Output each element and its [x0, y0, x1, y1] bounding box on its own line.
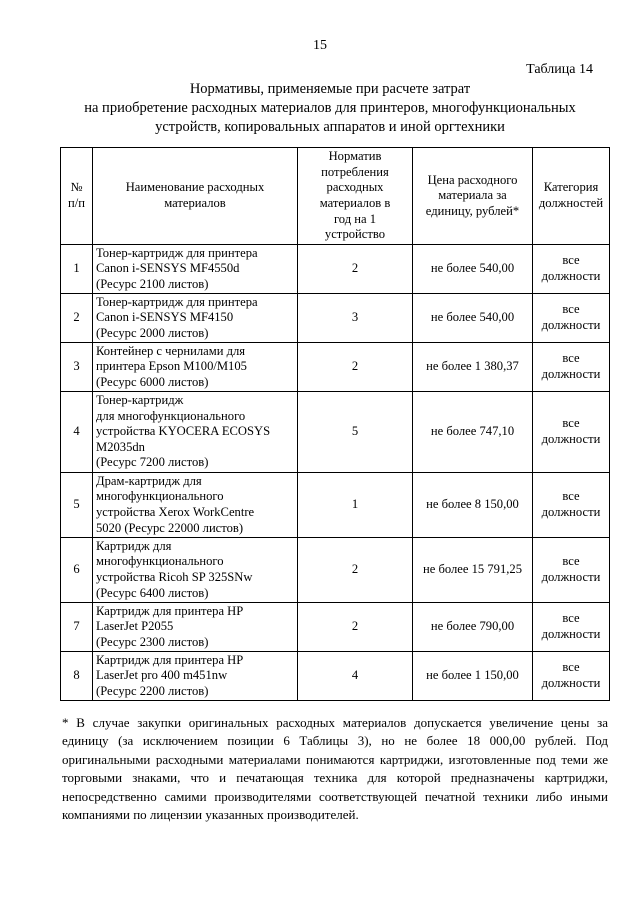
- name-line: Тонер-картридж: [96, 393, 184, 408]
- name-line: (Ресурс 6000 листов): [96, 374, 209, 389]
- title-line: на приобретение расходных материалов для принтеров, многофункциональных: [84, 100, 576, 116]
- name-line: многофункционального: [96, 554, 224, 569]
- name-line: Canon i-SENSYS MF4550d: [96, 261, 240, 276]
- name-line: устройства KYOCERA ECOSYS: [96, 424, 271, 439]
- category-line: должности: [541, 432, 601, 446]
- unit-price: не более 1 150,00: [413, 652, 533, 701]
- header-line: п/п: [68, 196, 85, 210]
- name-line: для многофункционального: [96, 408, 246, 423]
- header-line: Норматив: [328, 149, 382, 164]
- footnote: * В случае закупки оригинальных расходных материалов допускается увеличение цены за единицу (за исключением позиции 6 Таблицы 3), но не более 18 000,00 рублей. Под оригинальными расходными материалами понимаются картриджи, изготовленные под теми же торговыми знаками, что и печатающая техника для которой предназначены картриджи, непосредственно самими производителями соответствующей печатной техники либо иными компаниями по лицензии указанных производителей.: [62, 715, 608, 823]
- unit-price: не более 540,00: [413, 294, 533, 343]
- name-line: Тонер-картридж для принтера: [96, 245, 258, 260]
- unit-price: не более 747,10: [413, 392, 533, 473]
- category-line: все: [562, 253, 580, 268]
- category-line: должности: [541, 318, 601, 332]
- table-row: [61, 294, 610, 343]
- annual-norm: 4: [298, 652, 413, 701]
- category-line: все: [562, 351, 580, 366]
- name-line: (Ресурс 7200 листов): [96, 455, 209, 470]
- table-row: [61, 245, 610, 294]
- position-category: [533, 294, 610, 343]
- annual-norm: 2: [298, 538, 413, 603]
- header-name: [93, 148, 298, 245]
- row-number: 8: [61, 652, 93, 701]
- category-line: должности: [541, 676, 601, 690]
- name-line: Тонер-картридж для принтера: [96, 294, 258, 309]
- table-row: [61, 603, 610, 652]
- name-line: M2035dn: [96, 439, 145, 454]
- table-row: [61, 343, 610, 392]
- position-category: [533, 473, 610, 538]
- category-line: все: [562, 416, 580, 431]
- annual-norm: 2: [298, 343, 413, 392]
- name-line: Картридж для: [96, 538, 172, 553]
- name-line: устройства Ricoh SP 325SNw: [96, 570, 253, 584]
- material-name: [93, 343, 298, 392]
- name-line: 5020 (Ресурс 22000 листов): [96, 520, 244, 535]
- page-number: 15: [313, 38, 327, 53]
- header-line: Цена расходного: [427, 172, 518, 187]
- row-number: 6: [61, 538, 93, 603]
- position-category: [533, 652, 610, 701]
- header-num: [61, 148, 93, 245]
- name-line: Картридж для принтера HP: [96, 603, 244, 618]
- header-line: Категория: [543, 180, 599, 195]
- row-number: 7: [61, 603, 93, 652]
- header-line: материалов: [164, 196, 226, 210]
- table-row: [61, 538, 610, 603]
- material-name: [93, 538, 298, 603]
- header-line: должностей: [538, 196, 604, 210]
- norms-table: [60, 147, 610, 701]
- name-line: (Ресурс 6400 листов): [96, 585, 209, 600]
- category-line: все: [562, 611, 580, 626]
- position-category: [533, 538, 610, 603]
- header-category: [533, 148, 610, 245]
- name-line: (Ресурс 2100 листов): [96, 276, 209, 291]
- name-line: LaserJet pro 400 m451nw: [96, 668, 228, 683]
- material-name: [93, 392, 298, 473]
- header-line: единицу, рублей*: [425, 203, 520, 218]
- table-row: [61, 473, 610, 538]
- header-line: материала за: [438, 188, 507, 203]
- header-line: год на 1: [333, 211, 377, 226]
- name-line: Canon i-SENSYS MF4150: [96, 310, 234, 325]
- category-line: должности: [541, 627, 601, 641]
- material-name: [93, 603, 298, 652]
- name-line: LaserJet P2055: [96, 619, 174, 634]
- annual-norm: 2: [298, 603, 413, 652]
- table-header-row: [61, 148, 610, 245]
- category-line: должности: [541, 367, 601, 381]
- category-line: должности: [541, 505, 601, 519]
- header-price: [413, 148, 533, 245]
- table-row: [61, 392, 610, 473]
- annual-norm: 1: [298, 473, 413, 538]
- category-line: все: [562, 302, 580, 317]
- title-line: устройств, копировальных аппаратов и иной оргтехники: [155, 119, 505, 135]
- position-category: [533, 245, 610, 294]
- unit-price: не более 1 380,37: [413, 343, 533, 392]
- annual-norm: 5: [298, 392, 413, 473]
- row-number: 3: [61, 343, 93, 392]
- document-title: [60, 80, 600, 137]
- header-line: потребления: [321, 164, 389, 179]
- annual-norm: 2: [298, 245, 413, 294]
- row-number: 4: [61, 392, 93, 473]
- name-line: (Ресурс 2000 листов): [96, 325, 209, 340]
- title-line: Нормативы, применяемые при расчете затрат: [189, 81, 471, 97]
- unit-price: не более 790,00: [413, 603, 533, 652]
- material-name: [93, 652, 298, 701]
- unit-price: не более 540,00: [413, 245, 533, 294]
- category-line: все: [562, 660, 580, 675]
- name-line: (Ресурс 2200 листов): [96, 683, 209, 698]
- header-line: расходных: [326, 180, 384, 195]
- name-line: Контейнер с чернилами для: [96, 343, 246, 358]
- header-line: устройство: [324, 227, 386, 242]
- name-line: многофункционального: [96, 489, 224, 504]
- row-number: 1: [61, 245, 93, 294]
- row-number: 5: [61, 473, 93, 538]
- header-line: материалов в: [319, 196, 391, 210]
- name-line: устройства Xerox WorkCentre: [96, 505, 255, 519]
- material-name: [93, 473, 298, 538]
- position-category: [533, 343, 610, 392]
- category-line: все: [562, 489, 580, 504]
- position-category: [533, 603, 610, 652]
- name-line: Драм-картридж для: [96, 473, 202, 488]
- header-norm: [298, 148, 413, 245]
- row-number: 2: [61, 294, 93, 343]
- category-line: должности: [541, 269, 601, 283]
- unit-price: не более 15 791,25: [413, 538, 533, 603]
- header-line: №: [70, 180, 83, 195]
- position-category: [533, 392, 610, 473]
- category-line: должности: [541, 570, 601, 584]
- name-line: принтера Epson M100/M105: [96, 359, 247, 374]
- table-label: Таблица 14: [526, 62, 593, 77]
- name-line: (Ресурс 2300 листов): [96, 634, 209, 649]
- unit-price: не более 8 150,00: [413, 473, 533, 538]
- header-line: Наименование расходных: [125, 180, 265, 195]
- name-line: Картридж для принтера HP: [96, 652, 244, 667]
- annual-norm: 3: [298, 294, 413, 343]
- category-line: все: [562, 554, 580, 569]
- material-name: [93, 245, 298, 294]
- table-row: [61, 652, 610, 701]
- material-name: [93, 294, 298, 343]
